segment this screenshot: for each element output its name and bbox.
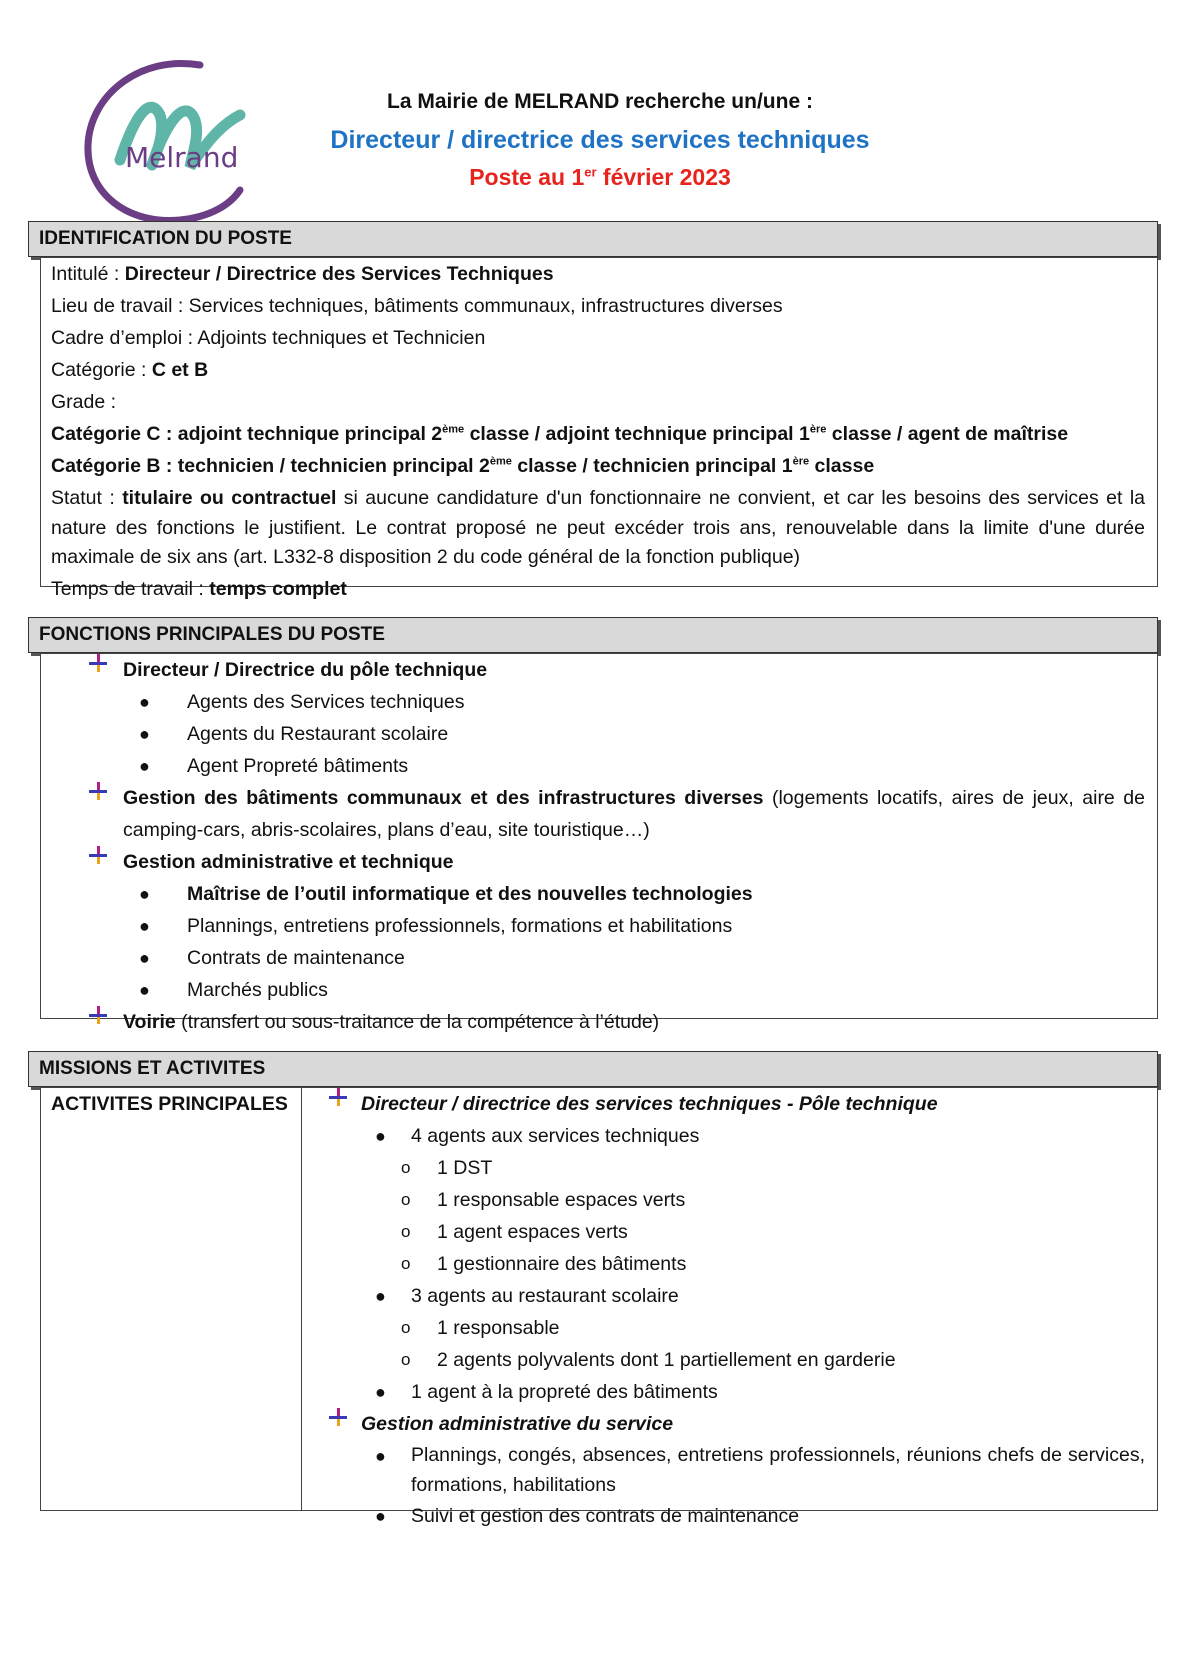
lieu-line: Lieu de travail : Services techniques, bâtiments communaux, infrastructures diverses <box>51 295 783 317</box>
bullet-arrow-icon <box>89 782 107 800</box>
list-item: ● Contrats de maintenance <box>139 947 405 969</box>
bullet-arrow-icon <box>329 1088 347 1106</box>
temps-line: Temps de travail : temps complet <box>51 577 347 600</box>
activites-label: ACTIVITES PRINCIPALES <box>51 1093 288 1115</box>
list-item: ● Marchés publics <box>139 979 328 1001</box>
bullet-arrow-icon <box>89 846 107 864</box>
intitule-line: Intitulé : Directeur / Directrice des Services Techniques <box>51 263 554 285</box>
section-missions-heading: MISSIONS ET ACTIVITES <box>28 1051 1158 1087</box>
sub-item: o 1 responsable <box>401 1317 560 1339</box>
section-fonctions-heading: FONCTIONS PRINCIPALES DU POSTE <box>28 617 1158 653</box>
cadre-line: Cadre d’emploi : Adjoints techniques et Technicien <box>51 327 486 349</box>
list-item: ● Agent Propreté bâtiments <box>139 755 409 777</box>
missions-table <box>40 1087 1158 1527</box>
categorie-c-line: Catégorie C : adjoint technique principal 2ème classe / adjoint technique principal 1ère classe / agent de maîtrise <box>51 423 1069 445</box>
list-item: ● 1 agent à la propreté des bâtiments <box>375 1381 718 1403</box>
sub-item: o 1 responsable espaces verts <box>401 1189 686 1211</box>
sub-item: o 2 agents polyvalents dont 1 partiellement en garderie <box>401 1349 896 1371</box>
sub-item: o 1 DST <box>401 1157 493 1179</box>
list-item: ● Maîtrise de l’outil informatique et des nouvelles technologies <box>139 883 753 905</box>
job-title: Directeur / directrice des services techniques <box>330 126 870 154</box>
grade-line: Grade : <box>51 391 117 413</box>
activites-content <box>329 1088 1145 1532</box>
list-item: ● Agents des Services techniques <box>139 691 465 713</box>
header-line-1: La Mairie de MELRAND recherche un/une : <box>387 90 813 113</box>
bullet-arrow-icon <box>329 1408 347 1426</box>
list-item: ● Suivi et gestion des contrats de maintenance <box>375 1505 800 1527</box>
list-item: ● Plannings, entretiens professionnels, formations et habilitations <box>139 915 733 937</box>
fonction-item: Voirie (transfert ou sous-traitance de la compétence à l’étude) <box>41 1006 1145 1038</box>
fonction-item: Gestion des bâtiments communaux et des infrastructures diverses (logements locatifs, aires de jeux, aire de camping-cars, abris-scolaires, plans d’eau, site touristique…) <box>41 782 1145 846</box>
list-item: ● 4 agents aux services techniques <box>375 1125 700 1147</box>
list-item: ● 3 agents au restaurant scolaire <box>375 1285 679 1307</box>
list-item: ● Plannings, congés, absences, entretiens professionnels, réunions chefs de services, formations, habilitations <box>375 1444 1145 1496</box>
fonction-item: Gestion administrative et technique <box>41 846 1145 878</box>
bullet-arrow-icon <box>89 654 107 672</box>
identification-box <box>40 257 1158 600</box>
list-item: ● Agents du Restaurant scolaire <box>139 723 449 745</box>
bullet-arrow-icon <box>89 1006 107 1024</box>
section-identification-heading: IDENTIFICATION DU POSTE <box>28 221 1158 257</box>
logo-text: Melrand <box>125 141 239 174</box>
melrand-logo <box>80 55 260 225</box>
sub-item: o 1 gestionnaire des bâtiments <box>401 1253 687 1275</box>
mission-item: Gestion administrative du service <box>329 1408 1145 1440</box>
sub-item: o 1 agent espaces verts <box>401 1221 628 1243</box>
start-date: Poste au 1er février 2023 <box>469 164 731 190</box>
statut-paragraph: Statut : titulaire ou contractuel si aucune candidature d'un fonctionnaire ne convient, et car les besoins des services et la nature des fonctions le justifient. Le contrat proposé ne peut excéder trois ans, renouvelable dans la limite d'une durée maximale de six ans (art. L332-8 disposition 2 du code général de la fonction publique) <box>51 487 1145 568</box>
mission-item: Directeur / directrice des services techniques - Pôle technique <box>329 1088 1145 1120</box>
fonction-item: Directeur / Directrice du pôle technique <box>41 654 1145 686</box>
categorie-b-line: Catégorie B : technicien / technicien principal 2ème classe / technicien principal 1ère classe <box>51 455 875 477</box>
page-header <box>290 90 910 191</box>
fonctions-box <box>40 653 1158 1033</box>
categorie-line: Catégorie : C et B <box>51 359 209 381</box>
